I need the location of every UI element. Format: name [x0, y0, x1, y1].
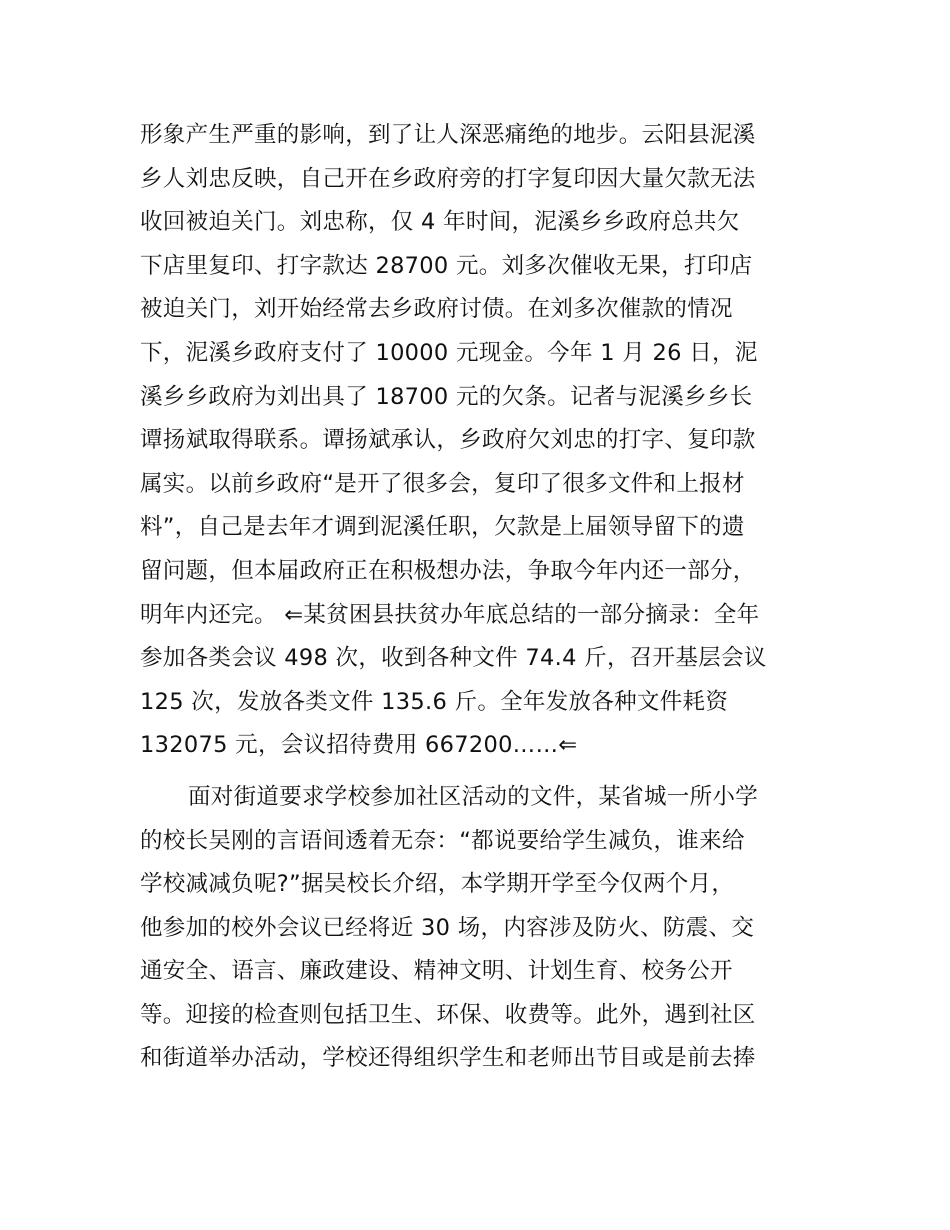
text-line: 留问题，但本届政府正在积极想办法，争取今年内还一部分， [140, 557, 756, 584]
text-line: 132075 元，会议招待费用 667200……⇐ [140, 732, 578, 759]
document-page [140, 114, 812, 1081]
text-line: 等。迎接的检查则包括卫生、环保、收费等。此外，遇到社区 [140, 1001, 756, 1028]
text-line: 面对街道要求学校参加社区活动的文件，某省城一所小学 [188, 783, 759, 810]
text-line: 形象产生严重的影响，到了让人深恶痛绝的地步。云阳县泥溪 [140, 122, 756, 148]
text-line: 125 次，发放各类文件 135.6 斤。全年发放各种文件耗资 [140, 688, 729, 715]
text-line: 学校减减负呢?”据吴校长介绍，本学期开学至今仅两个月， [140, 871, 735, 898]
text-line: 他参加的校外会议已经将近 30 场，内容涉及防火、防震、交 [140, 914, 755, 941]
text-line: 的校长吴刚的言语间透着无奈：“都说要给学生减负，谁来给 [140, 827, 745, 854]
text-line: 和街道举办活动，学校还得组织学生和老师出节目或是前去捧 [140, 1045, 756, 1072]
text-line: 料”，自己是去年才调到泥溪任职，欠款是上届领导留下的遗 [140, 514, 745, 541]
text-line: 明年内还完。 ⇐某贫困县扶贫办年底总结的一部分摘录：全年 [140, 601, 760, 628]
text-line: 收回被迫关门。刘忠称，仅 4 年时间，泥溪乡乡政府总共欠 [140, 209, 740, 236]
text-line: 通安全、语言、廉政建设、精神文明、计划生育、校务公开 [140, 958, 733, 985]
text-line: 被迫关门，刘开始经常去乡政府讨债。在刘多次催款的情况 [140, 296, 733, 323]
text-line: 参加各类会议 498 次，收到各种文件 74.4 斤，召开基层会议 [140, 645, 767, 672]
text-line: 谭扬斌取得联系。谭扬斌承认，乡政府欠刘忠的打字、复印款 [140, 427, 756, 454]
text-line: 溪乡乡政府为刘出具了 18700 元的欠条。记者与泥溪乡乡长 [140, 383, 753, 410]
text-line: 乡人刘忠反映，自己开在乡政府旁的打字复印因大量欠款无法 [140, 165, 756, 192]
text-line: 下，泥溪乡政府支付了 10000 元现金。今年 1 月 26 日，泥 [140, 339, 758, 366]
paragraph-1 [140, 114, 812, 768]
text-line: 属实。以前乡政府“是开了很多会，复印了很多文件和上报材 [140, 470, 745, 497]
paragraph-2 [140, 776, 812, 1081]
text-line: 下店里复印、打字款达 28700 元。刘多次催收无果，打印店 [140, 252, 753, 279]
